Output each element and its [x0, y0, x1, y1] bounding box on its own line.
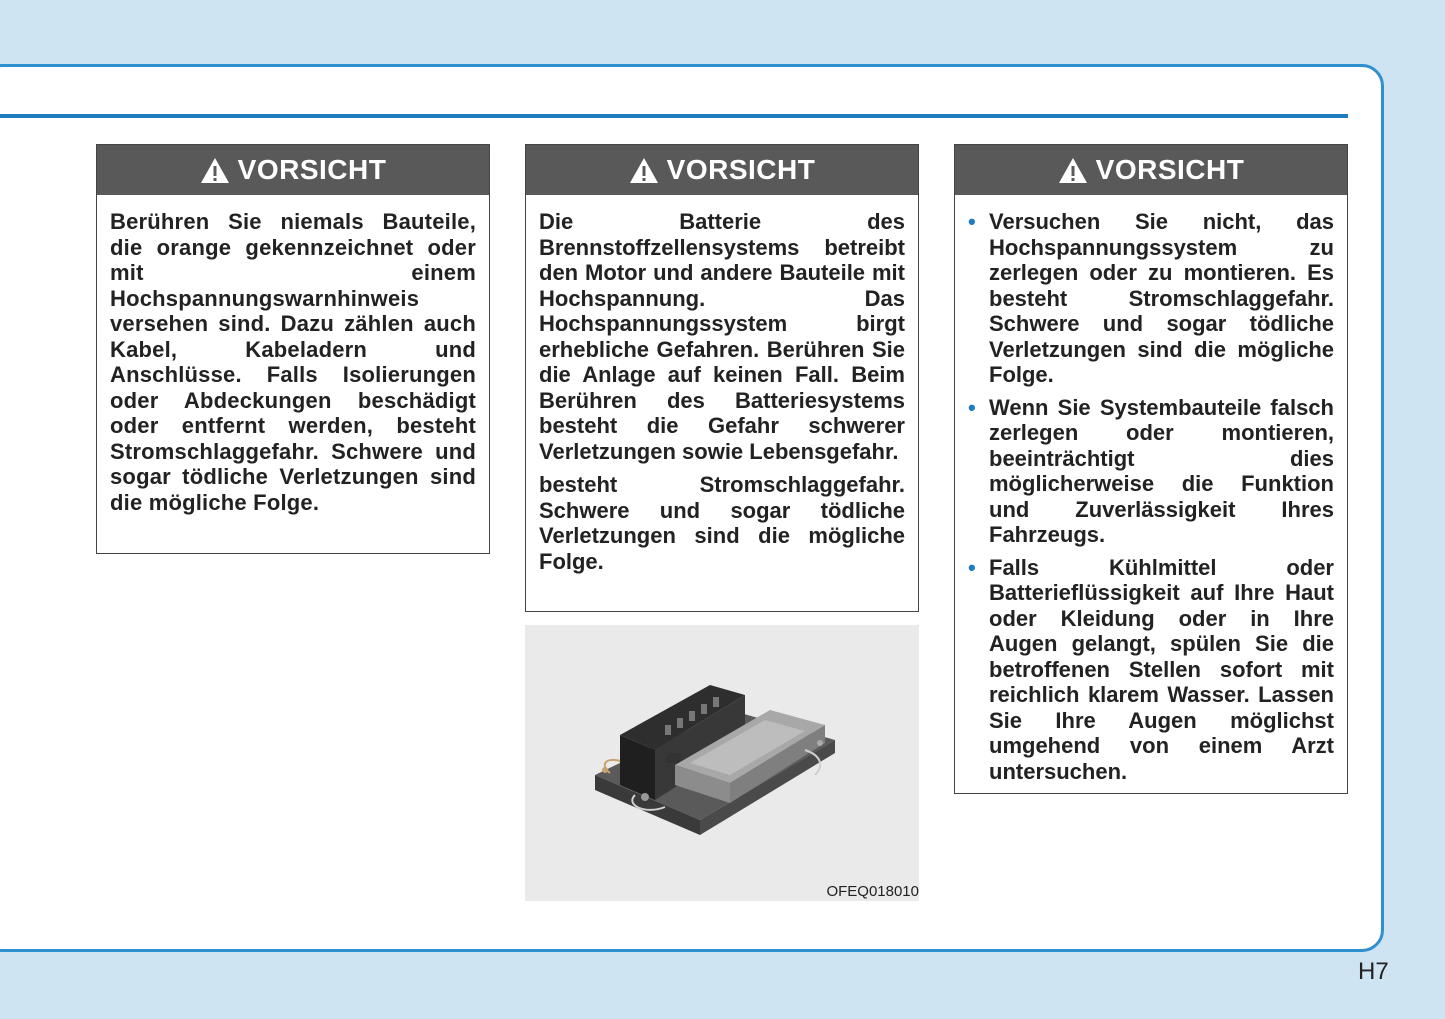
bullet-text: Falls Kühlmittel oder Batterieflüssigkeit auf Ihre Haut oder Kleidung oder in Ihre Augen gelangt, spülen Sie die betroffenen Stellen sofort mit reichlich klarem Wasser. Lassen Sie Ihre Augen möglichst umgehend von einem Arzt untersuchen.: [989, 554, 1334, 784]
warning-box-2: [525, 144, 919, 612]
header-rule: [0, 114, 1348, 118]
figure-code: OFEQ018010: [826, 883, 919, 900]
list-item: [968, 209, 1334, 388]
warning-header: [955, 145, 1347, 195]
warning-box-3: [954, 144, 1348, 794]
bullet-icon: •: [968, 209, 976, 234]
warning-triangle-icon: [1058, 157, 1088, 184]
warning-triangle-icon: [629, 157, 659, 184]
warning-triangle-icon: [200, 157, 230, 184]
list-item: [968, 555, 1334, 785]
bullet-icon: •: [968, 394, 976, 420]
warning-body: [97, 195, 489, 533]
bullet-text: Versuchen Sie nicht, das Hochspannungssystem zu zerlegen oder zu montieren. Es besteht Stromschlaggefahr. Schwere und sogar tödliche Verletzungen sind die mögliche Folge.: [989, 209, 1334, 387]
warning-header: [97, 145, 489, 195]
warning-body: [526, 195, 918, 592]
warning-body: [955, 195, 1347, 801]
warning-paragraph: Die Batterie des Brennstoffzellensystems betreibt den Motor und andere Bauteile mit Hochspannung. Das Hochspannungssystem birgt erhebliche Gefahren. Berühren Sie die Anlage auf keinen Fall. Beim Berühren des Batteriesystems besteht die Gefahr schwerer Verletzungen sowie Lebensgefahr.: [539, 209, 905, 464]
battery-pack-illustration: [525, 625, 919, 901]
battery-figure: [525, 625, 919, 901]
warning-paragraph: besteht Stromschlaggefahr. Schwere und sogar tödliche Verletzungen sind die mögliche Folge.: [539, 472, 905, 574]
warning-bullet-list: [968, 209, 1334, 784]
warning-box-1: [96, 144, 490, 554]
bullet-text: Wenn Sie Systembauteile falsch zerlegen oder montieren, beeinträchtigt dies möglicherweise die Funktion und Zuverlässigkeit Ihres Fahrzeugs.: [989, 394, 1334, 547]
warning-title: VORSICHT: [237, 154, 387, 185]
page-number: H7: [1358, 958, 1389, 985]
warning-title: VORSICHT: [666, 154, 816, 185]
warning-header: [526, 145, 918, 195]
warning-paragraph: Berühren Sie niemals Bauteile, die orange gekennzeichnet oder mit einem Hochspannungswarnhinweis versehen sind. Dazu zählen auch Kabel, Kabeladern und Anschlüsse. Falls Isolierungen oder Abdeckungen beschädigt oder entfernt werden, besteht Stromschlaggefahr. Schwere und sogar tödliche Verletzungen sind die mögliche Folge.: [110, 209, 476, 515]
list-item: [968, 395, 1334, 548]
warning-title: VORSICHT: [1095, 154, 1245, 185]
bullet-icon: •: [968, 554, 976, 580]
